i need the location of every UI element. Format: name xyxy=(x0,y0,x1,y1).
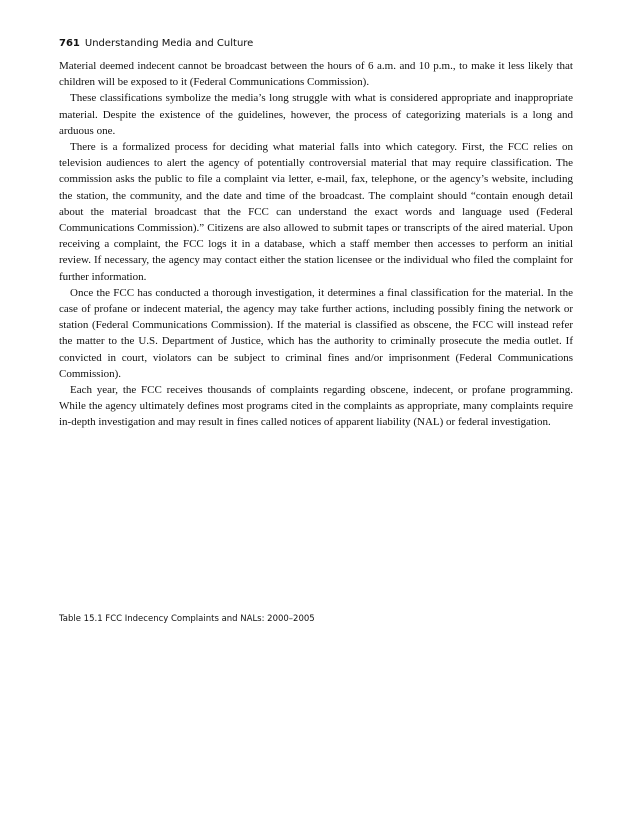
running-title: Understanding Media and Culture xyxy=(84,38,254,49)
paragraph: There is a formalized process for deciding what material falls into which category. First, the FCC relies on television audiences to alert the agency of potentially controversial material that may require classification. The commission asks the public to file a complaint via letter, e-mail, fax, telephone, or the agency’s website, including the station, the community, and the date and time of the broadcast. The complaint should “contain enough detail about the material broadcast that the FCC can understand the exact words and language used (Federal Communications Commission).” Citizens are also allowed to submit tapes or transcripts of the aired material. Upon receiving a complaint, the FCC logs it in a database, which a staff member then accesses to perform an initial review. If necessary, the agency may contact either the station licensee or the individual who filed the complaint for further information. xyxy=(59,141,573,283)
paragraph: These classifications symbolize the media’s long struggle with what is considered appropriate and inappropriate material. Despite the existence of the guidelines, however, the process of categorizing materials is a long and arduous one. xyxy=(59,92,573,137)
table-caption: Table 15.1 FCC Indecency Complaints and NALs: 2000–2005 xyxy=(59,614,315,624)
body-text xyxy=(59,58,573,431)
paragraph: Each year, the FCC receives thousands of complaints regarding obscene, indecent, or profane programming. While the agency ultimately defines most programs cited in the complaints as appropriate, many complaints require in-depth investigation and may result in fines called notices of apparent liability (NAL) or federal investigation. xyxy=(59,384,573,429)
paragraph: Once the FCC has conducted a thorough investigation, it determines a final classification for the material. In the case of profane or indecent material, the agency may take further actions, including possibly fining the network or station (Federal Communications Commission). If the material is classified as obscene, the FCC will instead refer the matter to the U.S. Department of Justice, which has the authority to criminally prosecute the media outlet. If convicted in court, violators can be subject to criminal fines and/or imprisonment (Federal Communications Commission). xyxy=(59,286,573,380)
paragraph: Material deemed indecent cannot be broadcast between the hours of 6 a.m. and 10 p.m., to make it less likely that children will be exposed to it (Federal Communications Commission). xyxy=(59,60,573,89)
page-number: 761 xyxy=(59,38,80,49)
page-header xyxy=(59,38,253,49)
